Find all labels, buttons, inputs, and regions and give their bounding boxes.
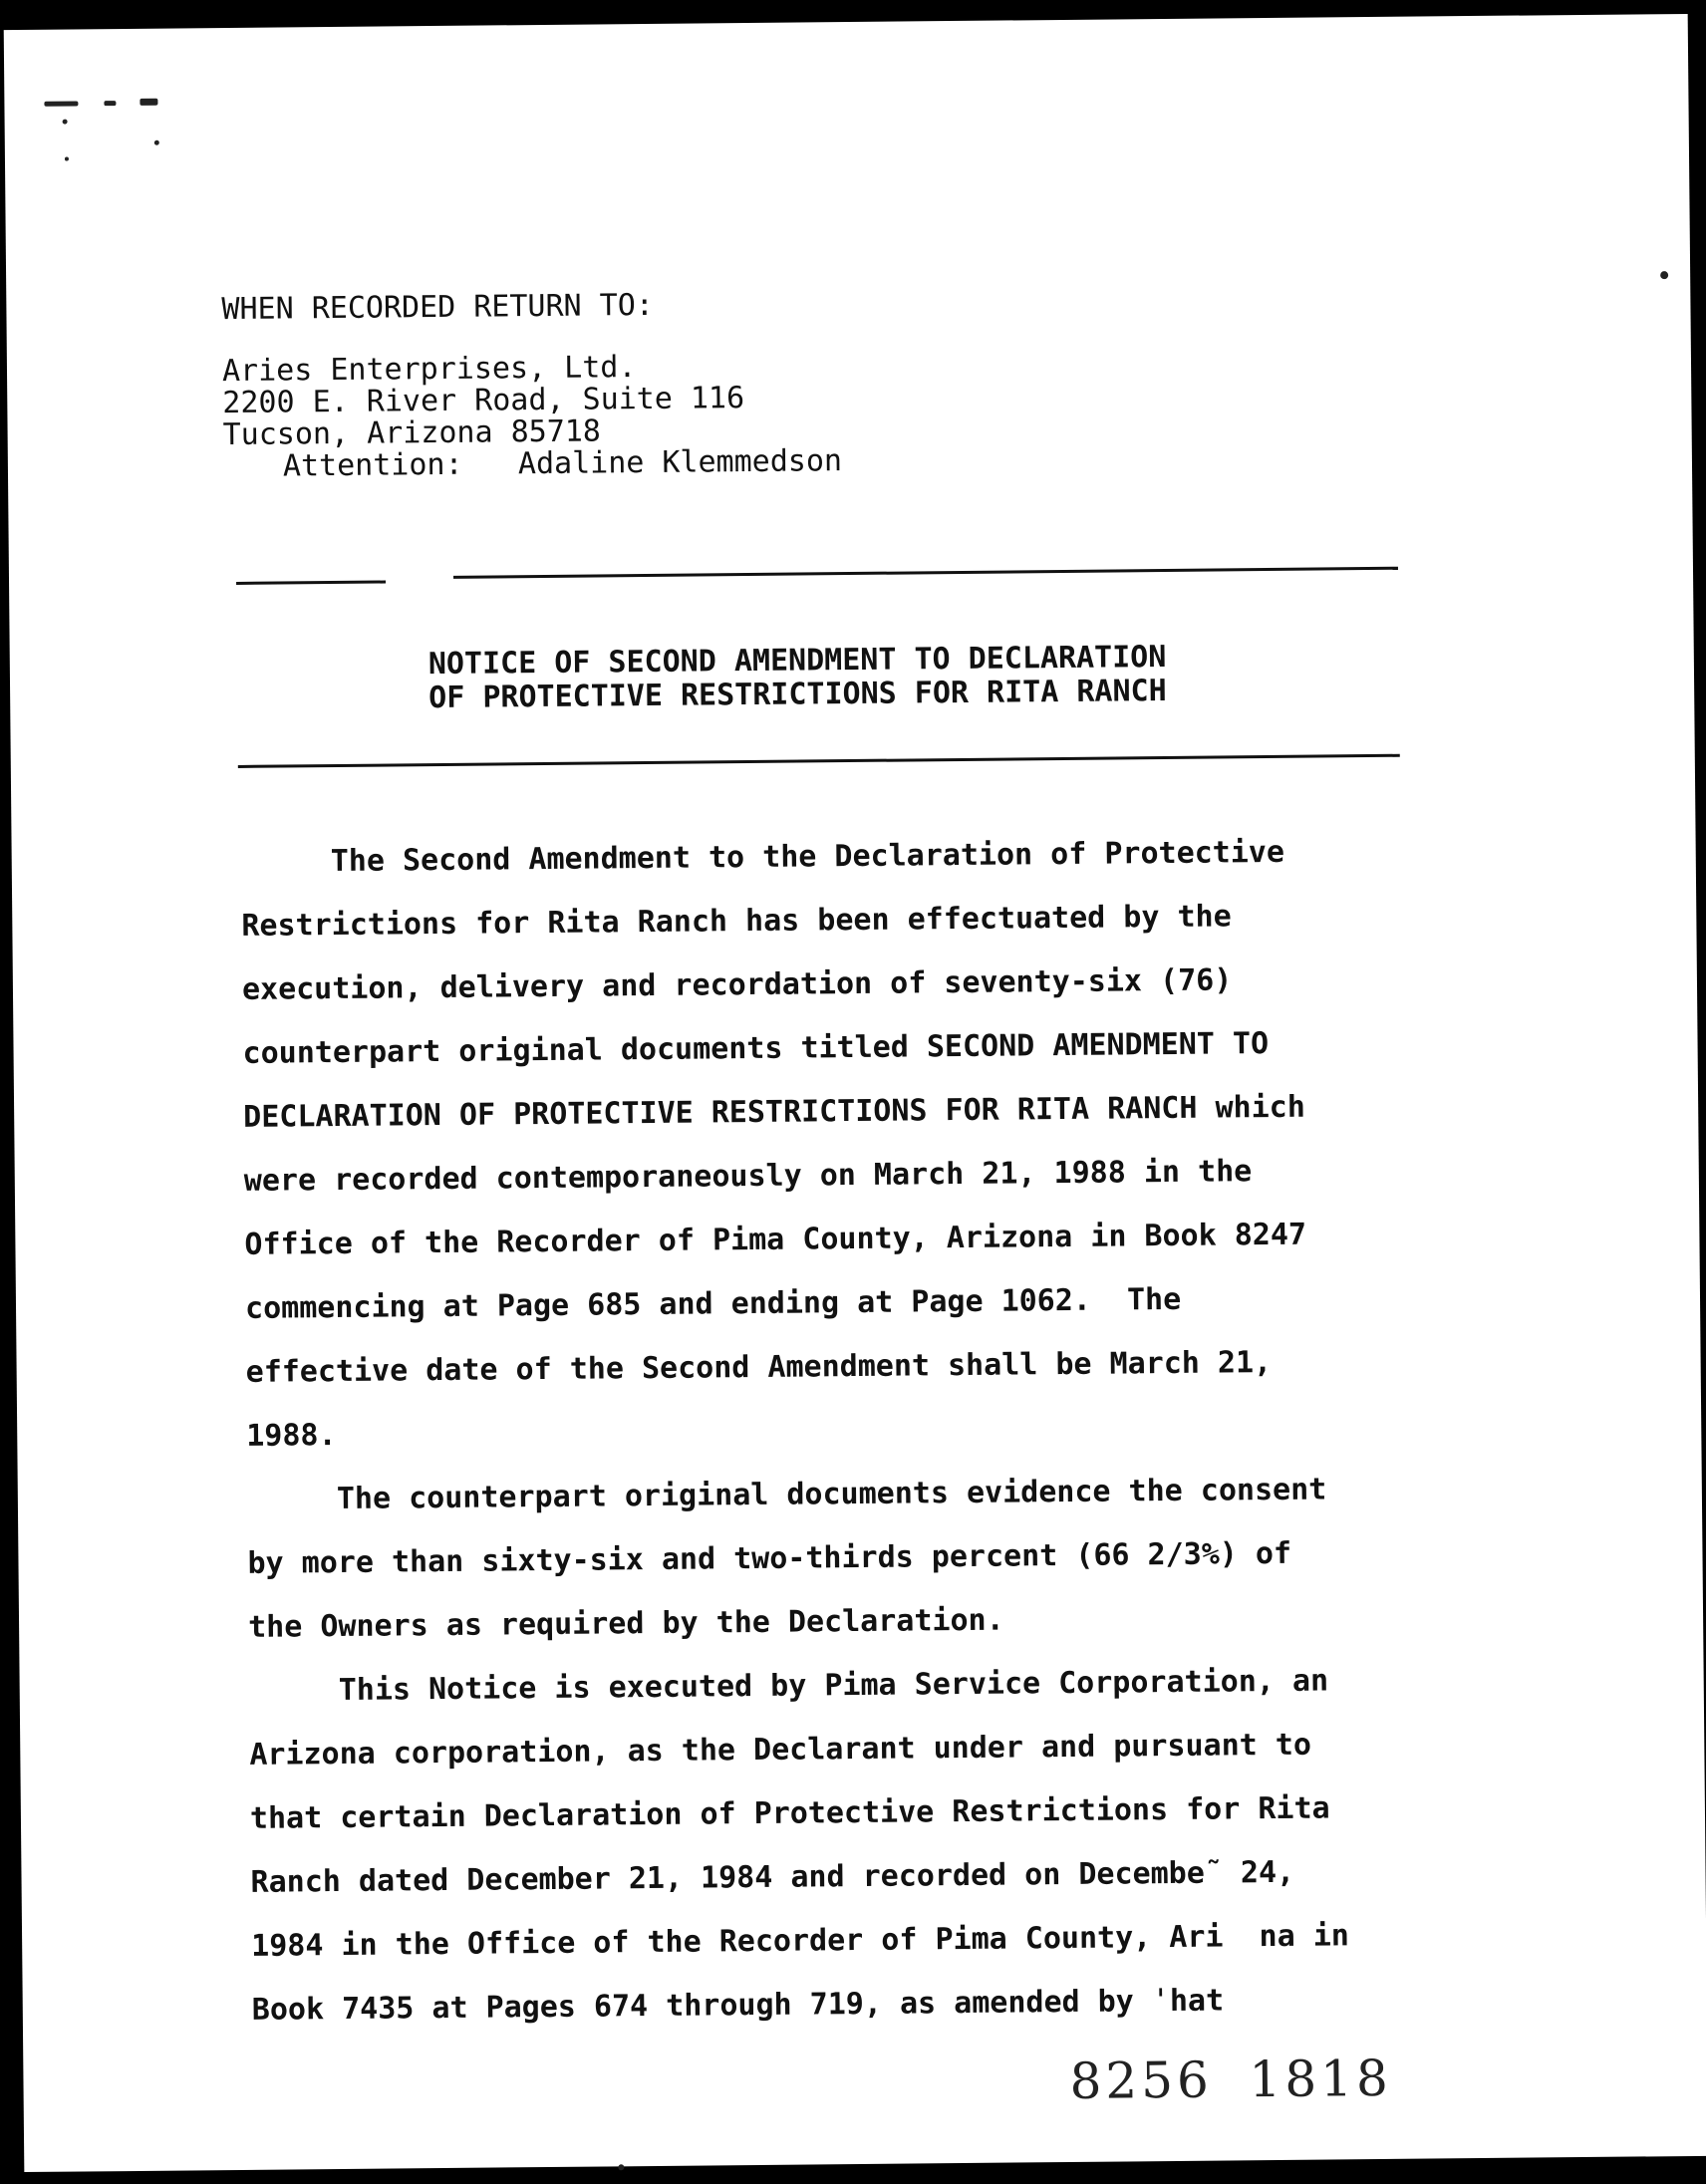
stamp-book-number: 8256: [1069, 2050, 1214, 2110]
paragraph-line: that certain Declaration of Protective Restrictions for Rita: [249, 1790, 1330, 1836]
scan-speck: [63, 120, 68, 125]
upper-rule-long: [453, 567, 1398, 579]
return-attention-label: Attention:: [282, 446, 463, 484]
paragraph-line: DECLARATION OF PROTECTIVE RESTRICTIONS FOR RITA RANCH which: [243, 1089, 1305, 1135]
return-address-block: [4, 14, 1688, 484]
return-line-company: Aries Enterprises, Ltd.: [221, 350, 637, 390]
title-line-1: NOTICE OF SECOND AMENDMENT TO DECLARATION: [427, 639, 1167, 682]
scan-speck: [140, 99, 157, 106]
paragraph-line: Arizona corporation, as the Declarant under and pursuant to: [249, 1727, 1312, 1773]
paragraph-line: commencing at Page 685 and ending at Page 1062. The: [244, 1281, 1182, 1326]
paragraph-line: 1984 in the Office of the Recorder of Pima County, Ari na in: [251, 1918, 1350, 1964]
paragraph-line: The counterpart original documents evidence the consent: [336, 1472, 1327, 1517]
paragraph-line: by more than sixty-six and two-thirds percent (66 2/3%) of: [247, 1535, 1292, 1581]
return-line-city: Tucson, Arizona 85718: [222, 413, 602, 453]
scan-speck: [65, 157, 69, 161]
paragraph-line: 1988.: [246, 1418, 337, 1454]
return-attention-name: Adaline Klemmedson: [517, 443, 843, 482]
paragraph-line: the Owners as required by the Declaration.: [247, 1602, 1004, 1645]
paragraph-line: The Second Amendment to the Declaration of Protective: [330, 834, 1285, 880]
scan-speck: [154, 140, 159, 145]
paragraph-line: effective date of the Second Amendment shall be March 21,: [245, 1345, 1273, 1390]
scan-speck: [618, 2164, 624, 2170]
document-page: [4, 14, 1706, 2172]
scan-speck: [44, 101, 78, 106]
paragraph-line: execution, delivery and recordation of seventy-six (76): [241, 962, 1233, 1007]
paragraph-line: This Notice is executed by Pima Service Corporation, an: [338, 1663, 1329, 1709]
paragraph-line: Restrictions for Rita Ranch has been effectuated by the: [241, 899, 1232, 944]
return-heading: WHEN RECORDED RETURN TO:: [221, 287, 655, 328]
paragraph-line: counterpart original documents titled SECOND AMENDMENT TO: [242, 1026, 1270, 1071]
paragraph-line: Book 7435 at Pages 674 through 719, as amended by ˈhat: [251, 1983, 1225, 2028]
return-line-street: 2200 E. River Road, Suite 116: [222, 381, 745, 421]
stamp-page-number: 1818: [1249, 2048, 1393, 2109]
scan-speck: [1660, 271, 1668, 279]
title-line-2: OF PROTECTIVE RESTRICTIONS FOR RITA RANCH: [428, 673, 1167, 716]
paragraph-line: Office of the Recorder of Pima County, Arizona in Book 8247: [244, 1217, 1307, 1262]
scan-speck: [104, 101, 116, 106]
lower-rule: [238, 754, 1400, 768]
paragraph-line: Ranch dated December 21, 1984 and recorded on Decembe˜ 24,: [250, 1854, 1295, 1900]
upper-rule-short: [236, 581, 386, 585]
paragraph-line: were recorded contemporaneously on March 21, 1988 in the: [243, 1154, 1253, 1199]
